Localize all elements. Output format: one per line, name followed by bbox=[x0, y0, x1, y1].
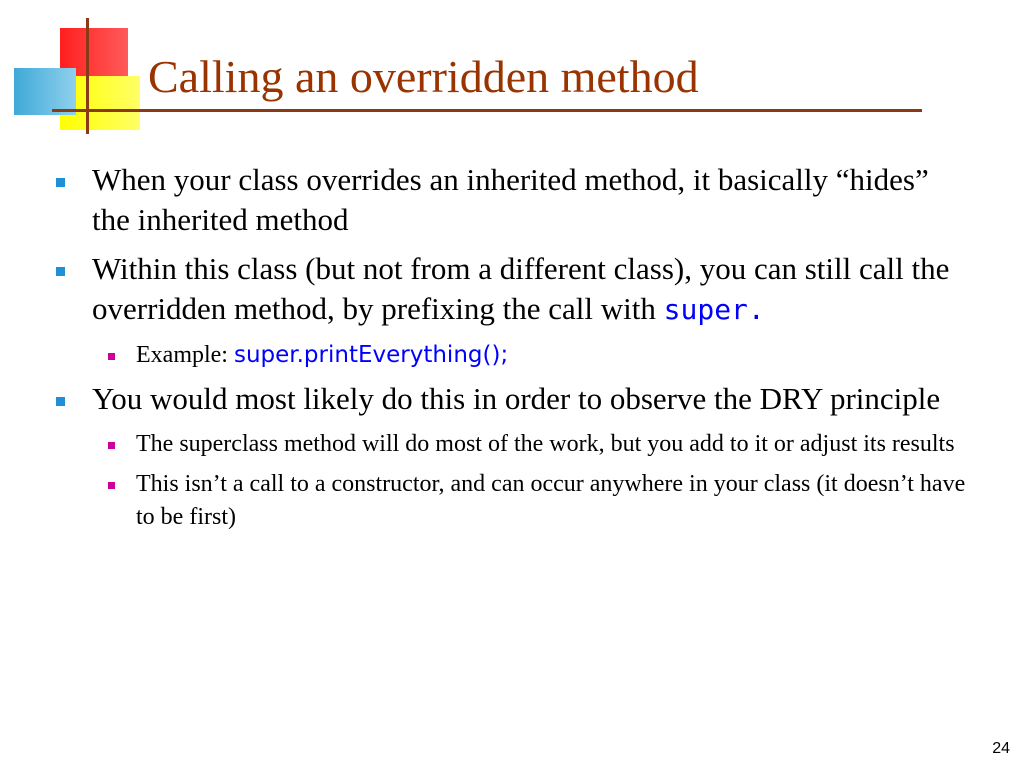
bullet-text: You would most likely do this in order to observe the DRY principle bbox=[92, 381, 941, 416]
code-snippet: super. bbox=[663, 293, 765, 326]
bullet-text: When your class overrides an inherited method, it basically “hides” the inherited method bbox=[92, 162, 929, 237]
slide-title: Calling an overridden method bbox=[148, 51, 699, 102]
title-decoration bbox=[0, 0, 140, 140]
sub-bullet-text: This isn’t a call to a constructor, and can occur anywhere in your class (it doesn’t have to be first) bbox=[136, 471, 966, 530]
sub-bullet-item bbox=[52, 339, 972, 372]
sub-bullet-text: The superclass method will do most of the work, but you add to it or adjust its results bbox=[136, 431, 955, 457]
sub-bullet-text: Example: bbox=[136, 342, 234, 368]
bullet-item bbox=[52, 379, 972, 419]
bullet-text: Within this class (but not from a different class), you can still call the overridden method, by prefixing the call with bbox=[92, 251, 950, 326]
sub-bullet-item bbox=[52, 428, 972, 461]
page-number: 24 bbox=[992, 740, 1010, 757]
square-bullet-icon bbox=[108, 442, 115, 449]
vertical-rule-decoration bbox=[86, 18, 89, 134]
blue-square-decoration bbox=[14, 68, 76, 115]
square-bullet-icon bbox=[108, 353, 115, 360]
bullet-item bbox=[52, 249, 972, 330]
square-bullet-icon bbox=[56, 267, 65, 276]
square-bullet-icon bbox=[108, 482, 115, 489]
square-bullet-icon bbox=[56, 397, 65, 406]
slide-body bbox=[52, 160, 972, 541]
title-underline bbox=[52, 109, 922, 112]
code-snippet: super.printEverything(); bbox=[233, 342, 509, 368]
sub-bullet-item bbox=[52, 468, 972, 534]
bullet-item bbox=[52, 160, 972, 240]
square-bullet-icon bbox=[56, 178, 65, 187]
